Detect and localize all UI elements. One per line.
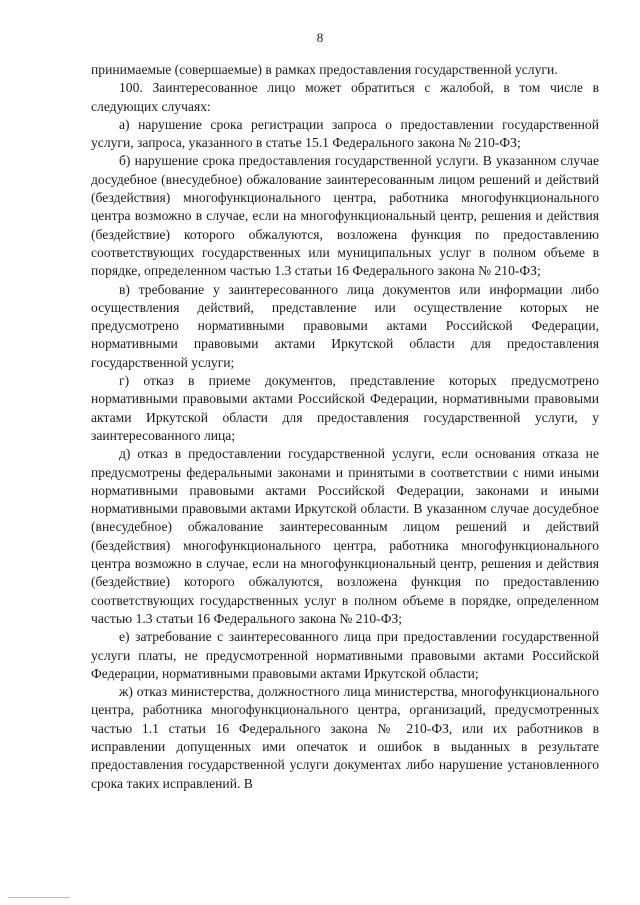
paragraph-100: 100. Заинтересованное лицо может обратиться с жалобой, в том числе в следующих случаях: xyxy=(91,80,599,114)
paragraph-item-zh: ж) отказ министерства, должностного лица министерства, многофункционального центра, работника многофункционального центра, организаций, предусмотренных частью 1.1 статьи 16 Федерального закона № 210-ФЗ, или их работников в исправлении допущенных ими опечаток и ошибок в выданных в результате предоставления государственной услуги документах либо нарушение установленного срока таких исправлений. В xyxy=(91,684,599,791)
paragraph-item-a: а) нарушение срока регистрации запроса о предоставлении государственной услуги, запроса, указанного в статье 15.1 Федерального закона № 210-ФЗ; xyxy=(91,116,599,151)
paragraph-continuation: принимаемые (совершаемые) в рамках предоставления государственной услуги. xyxy=(91,62,558,77)
paragraph-item-g: г) отказ в приеме документов, представление которых предусмотрено нормативными правовыми актами Российской Федерации, нормативными правовыми актами Иркутской области для предоставления государственной услуги, у заинтересованного лица; xyxy=(91,373,599,443)
footer-divider xyxy=(8,897,70,898)
page-number: 8 xyxy=(316,30,324,45)
paragraph-item-d: д) отказ в предоставлении государственной услуги, если основания отказа не предусмотрены федеральными законами и принятыми в соответствии с ними иными нормативными правовыми актами Российской Федерации, законами и иными нормативными правовыми актами Иркутской области. В указанном случае досудебное (внесудебное) обжалование заинтересованным лицом решений и действий (бездействия) многофункционального центра, работника многофункционального центра возможно в случае, если на многофункциональный центр, решения и действия (бездействие) которого обжалуются, возложена функция по предоставлению соответствующих государственных услуг в полном объеме в порядке, определенном частью 1.3 статьи 16 Федерального закона № 210-ФЗ; xyxy=(91,446,599,626)
document-body xyxy=(91,61,599,793)
paragraph-item-e: е) затребование с заинтересованного лица при предоставлении государственной услуги платы, не предусмотренной нормативными правовыми актами Российской Федерации, нормативными правовыми актами Иркутской области; xyxy=(91,629,599,681)
paragraph-item-v: в) требование у заинтересованного лица документов или информации либо осуществления действий, представление или осуществление которых не предусмотрено нормативными правовыми актами Российской Федерации, нормативными правовыми актами Иркутской области для предоставления государственной услуги; xyxy=(91,281,599,370)
paragraph-item-b: б) нарушение срока предоставления государственной услуги. В указанном случае досудебное (внесудебное) обжалование заинтересованным лицом решений и действий (бездействия) многофункционального центра, работника многофункционального центра возможно в случае, если на многофункциональный центр, решения и действия (бездействие) которого обжалуются, возложена функция по предоставлению соответствующих государственных или муниципальных услуг в полном объеме в порядке, определенном частью 1.3 статьи 16 Федерального закона № 210-ФЗ; xyxy=(91,153,599,279)
